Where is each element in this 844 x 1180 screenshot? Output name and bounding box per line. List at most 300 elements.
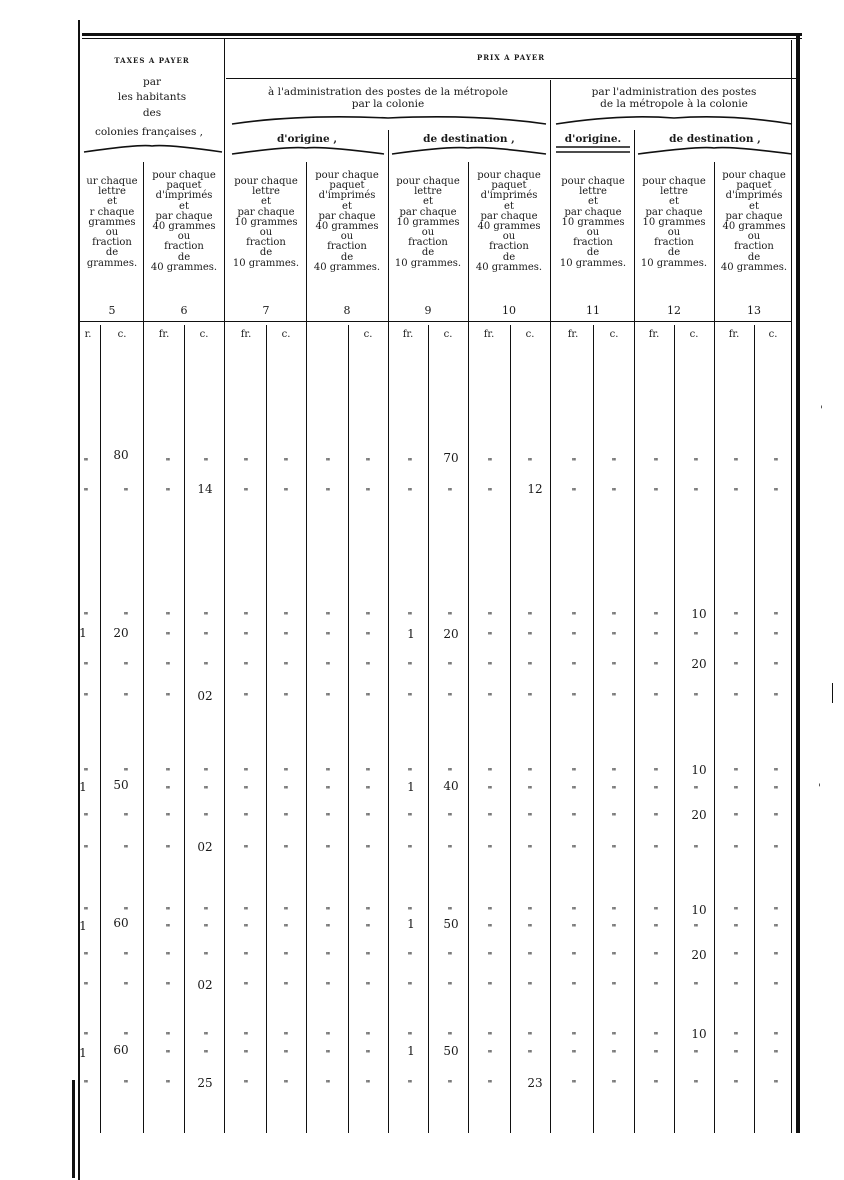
group-b-line-1: par l'administration des postes [591, 86, 757, 98]
ditto-mark: " [733, 786, 739, 796]
col5-header: ur chaque lettre et r chaque grammes ou fraction de grammes. [86, 176, 138, 269]
ditto-mark: " [693, 982, 699, 992]
r4-col9-fr: 1 [407, 627, 415, 641]
vrule-13-frc [754, 325, 755, 1133]
ditto-mark: " [165, 1080, 171, 1090]
margin-mark-right-3: ' [818, 783, 821, 794]
ditto-mark: " [325, 924, 331, 934]
ditto-mark: " [733, 982, 739, 992]
unit-12-fr: fr. [648, 329, 660, 340]
ditto-mark: " [611, 924, 617, 934]
ditto-mark: " [773, 845, 779, 855]
vrule-groups [550, 80, 551, 1133]
ditto-mark: " [407, 612, 413, 622]
ditto-mark: " [447, 768, 453, 778]
ditto-mark: " [527, 1032, 533, 1042]
ditto-mark: " [447, 662, 453, 672]
ditto-mark: " [527, 982, 533, 992]
ditto-mark: " [365, 662, 371, 672]
r11-col12-c: 10 [691, 903, 707, 917]
ditto-mark: " [203, 786, 209, 796]
ditto-mark: " [243, 813, 249, 823]
ditto-mark: " [407, 952, 413, 962]
ditto-mark: " [325, 1032, 331, 1042]
ditto-mark: " [571, 1032, 577, 1042]
ditto-mark: " [243, 768, 249, 778]
ditto-mark: " [123, 488, 129, 498]
left-sub-3: des [142, 107, 162, 119]
ditto-mark: " [733, 1050, 739, 1060]
ditto-mark: " [733, 1080, 739, 1090]
ditto-mark: " [653, 924, 659, 934]
ditto-mark: " [773, 458, 779, 468]
left-sub-2: les habitants [117, 91, 187, 103]
ditto-mark: " [203, 458, 209, 468]
ditto-mark: " [325, 845, 331, 855]
ditto-mark: " [123, 1080, 129, 1090]
unit-6-c: c. [199, 329, 209, 340]
r10-col6-c: 02 [197, 840, 213, 854]
ditto-mark: " [527, 693, 533, 703]
ditto-mark: " [527, 924, 533, 934]
ditto-mark: " [165, 768, 171, 778]
ditto-mark: " [83, 1080, 89, 1090]
ditto-mark: " [283, 632, 289, 642]
ditto-mark: " [283, 982, 289, 992]
ditto-mark: " [733, 488, 739, 498]
ditto-mark: " [733, 952, 739, 962]
ditto-mark: " [527, 786, 533, 796]
ditto-mark: " [325, 458, 331, 468]
ditto-mark: " [325, 768, 331, 778]
ditto-mark: " [733, 662, 739, 672]
vrule-9-10 [468, 162, 469, 1133]
r16-col5-fr: 1 [79, 1046, 87, 1060]
ditto-mark: " [407, 458, 413, 468]
destination-a: de destination , [423, 133, 515, 145]
r14-col6-c: 02 [197, 978, 213, 992]
ditto-mark: " [611, 907, 617, 917]
ditto-mark: " [527, 907, 533, 917]
ditto-mark: " [653, 632, 659, 642]
ditto-mark: " [447, 1032, 453, 1042]
col13-header: pour chaque paquet d'imprimés et par chaque 40 grammes ou fraction de 40 grammes. [720, 170, 788, 273]
unit-7-fr: fr. [240, 329, 252, 340]
ditto-mark: " [487, 1032, 493, 1042]
ditto-mark: " [693, 924, 699, 934]
ditto-mark: " [283, 768, 289, 778]
ditto-mark: " [123, 693, 129, 703]
ditto-mark: " [693, 693, 699, 703]
ditto-mark: " [203, 662, 209, 672]
r2-col6-c: 14 [197, 482, 213, 496]
ditto-mark: " [283, 907, 289, 917]
group-a-line-2: par la colonie [351, 98, 425, 110]
ditto-mark: " [487, 813, 493, 823]
ditto-mark: " [527, 632, 533, 642]
r12-col5-fr: 1 [79, 919, 87, 933]
ditto-mark: " [773, 952, 779, 962]
ditto-mark: " [283, 924, 289, 934]
ditto-mark: " [203, 952, 209, 962]
vrule-b-halves [634, 130, 635, 1133]
unit-5-c: c. [117, 329, 127, 340]
ditto-mark: " [165, 1050, 171, 1060]
ditto-mark: " [83, 952, 89, 962]
col-number-5: 5 [108, 304, 116, 317]
ditto-mark: " [571, 952, 577, 962]
ditto-mark: " [283, 1080, 289, 1090]
ditto-mark: " [243, 612, 249, 622]
r7-col12-c: 10 [691, 763, 707, 777]
ditto-mark: " [123, 612, 129, 622]
ditto-mark: " [447, 612, 453, 622]
ditto-mark: " [283, 458, 289, 468]
ditto-mark: " [83, 1032, 89, 1042]
ditto-mark: " [527, 662, 533, 672]
ditto-mark: " [83, 982, 89, 992]
ditto-mark: " [611, 786, 617, 796]
ditto-mark: " [571, 924, 577, 934]
ditto-mark: " [487, 1050, 493, 1060]
brace-origine-a [232, 148, 384, 154]
ditto-mark: " [611, 768, 617, 778]
ditto-mark: " [407, 662, 413, 672]
ditto-mark: " [773, 786, 779, 796]
ditto-mark: " [571, 458, 577, 468]
ditto-mark: " [653, 768, 659, 778]
ditto-mark: " [487, 907, 493, 917]
ditto-mark: " [365, 952, 371, 962]
col-number-13: 13 [747, 304, 761, 317]
ditto-mark: " [733, 845, 739, 855]
ditto-mark: " [165, 813, 171, 823]
unit-10-fr: fr. [483, 329, 495, 340]
ditto-mark: " [487, 768, 493, 778]
ditto-mark: " [487, 693, 493, 703]
ditto-mark: " [487, 952, 493, 962]
ditto-mark: " [407, 1080, 413, 1090]
ditto-mark: " [165, 693, 171, 703]
ditto-mark: " [243, 693, 249, 703]
unit-8-c: c. [363, 329, 373, 340]
ditto-mark: " [733, 768, 739, 778]
brace-group-b [556, 117, 792, 124]
ditto-mark: " [203, 632, 209, 642]
ditto-mark: " [773, 813, 779, 823]
r16-col9-c: 50 [443, 1044, 459, 1058]
col8-header: pour chaque paquet d'imprimés et par chaque 40 grammes ou fraction de 40 grammes. [313, 170, 381, 273]
r3-col12-c: 10 [691, 607, 707, 621]
header-bottom-rule [80, 321, 792, 322]
col10-header: pour chaque paquet d'imprimés et par chaque 40 grammes ou fraction de 40 grammes. [475, 170, 543, 273]
ditto-mark: " [571, 693, 577, 703]
ditto-mark: " [83, 612, 89, 622]
ditto-mark: " [243, 1050, 249, 1060]
col12-header: pour chaque lettre et par chaque 10 grammes ou fraction de 10 grammes. [640, 176, 708, 269]
ditto-mark: " [693, 488, 699, 498]
ditto-mark: " [571, 612, 577, 622]
r5-col12-c: 20 [691, 657, 707, 671]
unit-10-c: c. [525, 329, 535, 340]
vrule-11-frc [593, 325, 594, 1133]
ditto-mark: " [283, 845, 289, 855]
vrule-7-frc [266, 325, 267, 1133]
ditto-mark: " [365, 768, 371, 778]
ditto-mark: " [571, 1050, 577, 1060]
ditto-mark: " [365, 612, 371, 622]
vrule-5-frc [100, 325, 101, 1133]
r9-col12-c: 20 [691, 808, 707, 822]
col6-header: pour chaque paquet d'imprimés et par chaque 40 grammes ou fraction de 40 grammes. [150, 170, 218, 273]
ditto-mark: " [407, 982, 413, 992]
ditto-mark: " [83, 693, 89, 703]
ditto-mark: " [693, 786, 699, 796]
ditto-mark: " [243, 845, 249, 855]
ditto-mark: " [653, 952, 659, 962]
r4-col9-c: 20 [443, 627, 459, 641]
ditto-mark: " [653, 612, 659, 622]
ditto-mark: " [203, 768, 209, 778]
ditto-mark: " [733, 458, 739, 468]
vrule-9-frc [428, 325, 429, 1133]
unit-11-fr: fr. [567, 329, 579, 340]
ditto-mark: " [365, 845, 371, 855]
r8-col9-fr: 1 [407, 780, 415, 794]
ditto-mark: " [611, 693, 617, 703]
ditto-mark: " [283, 612, 289, 622]
ditto-mark: " [123, 768, 129, 778]
ditto-mark: " [283, 693, 289, 703]
ditto-mark: " [325, 693, 331, 703]
ditto-mark: " [203, 924, 209, 934]
ditto-mark: " [527, 768, 533, 778]
ditto-mark: " [773, 632, 779, 642]
ditto-mark: " [611, 952, 617, 962]
ditto-mark: " [407, 813, 413, 823]
ditto-mark: " [611, 488, 617, 498]
ditto-mark: " [243, 952, 249, 962]
ditto-mark: " [407, 693, 413, 703]
ditto-mark: " [773, 924, 779, 934]
ditto-mark: " [571, 813, 577, 823]
ditto-mark: " [733, 632, 739, 642]
unit-5-fr: r. [84, 329, 92, 340]
ditto-mark: " [365, 1032, 371, 1042]
ditto-mark: " [83, 662, 89, 672]
ditto-mark: " [733, 693, 739, 703]
ditto-mark: " [243, 458, 249, 468]
ditto-mark: " [611, 1050, 617, 1060]
ditto-mark: " [83, 768, 89, 778]
ditto-mark: " [447, 982, 453, 992]
brace-destination-a [392, 148, 546, 154]
ditto-mark: " [283, 662, 289, 672]
vrule-12-13 [714, 162, 715, 1133]
ditto-mark: " [365, 693, 371, 703]
ditto-mark: " [447, 693, 453, 703]
ditto-mark: " [123, 845, 129, 855]
vrule-12-frc [674, 325, 675, 1133]
ditto-mark: " [365, 632, 371, 642]
margin-mark-right-1: ' [820, 405, 823, 416]
ditto-mark: " [527, 1050, 533, 1060]
ditto-mark: " [83, 458, 89, 468]
ditto-mark: " [773, 662, 779, 672]
ditto-mark: " [243, 632, 249, 642]
ditto-mark: " [653, 693, 659, 703]
r8-col9-c: 40 [443, 779, 459, 793]
r1-col9-c: 70 [443, 451, 459, 465]
ditto-mark: " [165, 952, 171, 962]
r8-col5-c: 50 [113, 778, 129, 792]
ditto-mark: " [487, 632, 493, 642]
ditto-mark: " [527, 845, 533, 855]
ditto-mark: " [407, 845, 413, 855]
ditto-mark: " [571, 488, 577, 498]
r12-col9-fr: 1 [407, 917, 415, 931]
ditto-mark: " [611, 612, 617, 622]
col-number-7: 7 [262, 304, 270, 317]
ditto-mark: " [733, 813, 739, 823]
col-number-9: 9 [424, 304, 432, 317]
r2-col10-c: 12 [527, 482, 543, 496]
ditto-mark: " [571, 845, 577, 855]
ditto-mark: " [653, 845, 659, 855]
ditto-mark: " [165, 1032, 171, 1042]
ditto-mark: " [407, 488, 413, 498]
brace-group-a [232, 117, 546, 124]
ditto-mark: " [203, 1050, 209, 1060]
ditto-mark: " [123, 982, 129, 992]
ditto-mark: " [165, 845, 171, 855]
group-b-line-2: de la métropole à la colonie [600, 98, 748, 110]
ditto-mark: " [693, 1050, 699, 1060]
r12-col5-c: 60 [113, 916, 129, 930]
ditto-mark: " [733, 924, 739, 934]
ditto-mark: " [611, 1080, 617, 1090]
ditto-mark: " [325, 1080, 331, 1090]
margin-mark-right-2 [832, 683, 833, 703]
ditto-mark: " [165, 612, 171, 622]
left-sub-1: par [142, 76, 161, 88]
vrule-5-6 [143, 162, 144, 1133]
ditto-mark: " [123, 907, 129, 917]
ditto-mark: " [123, 813, 129, 823]
ditto-mark: " [487, 924, 493, 934]
ditto-mark: " [243, 1080, 249, 1090]
brace-left-sub [84, 146, 222, 152]
ditto-mark: " [325, 813, 331, 823]
col-number-12: 12 [667, 304, 681, 317]
ditto-mark: " [203, 1032, 209, 1042]
ditto-mark: " [283, 813, 289, 823]
destination-b: de destination , [669, 133, 761, 145]
ditto-mark: " [447, 813, 453, 823]
ditto-mark: " [773, 1080, 779, 1090]
ditto-mark: " [571, 982, 577, 992]
ditto-mark: " [203, 907, 209, 917]
ditto-mark: " [123, 952, 129, 962]
col-number-8: 8 [343, 304, 351, 317]
vrule-6-frc [184, 325, 185, 1133]
col-number-10: 10 [502, 304, 516, 317]
r16-col5-c: 60 [113, 1043, 129, 1057]
ditto-mark: " [773, 1050, 779, 1060]
ditto-mark: " [773, 612, 779, 622]
ditto-mark: " [653, 488, 659, 498]
r4-col5-fr: 1 [79, 626, 87, 640]
ditto-mark: " [165, 924, 171, 934]
ditto-mark: " [123, 1032, 129, 1042]
right-title: PRIX A PAYER [476, 53, 546, 62]
r4-col5-c: 20 [113, 626, 129, 640]
ditto-mark: " [325, 952, 331, 962]
ditto-mark: " [283, 1032, 289, 1042]
ditto-mark: " [203, 813, 209, 823]
r8-col5-fr: 1 [79, 780, 87, 794]
r1-col5-c: 80 [113, 448, 129, 462]
ditto-mark: " [653, 458, 659, 468]
ditto-mark: " [243, 786, 249, 796]
ditto-mark: " [611, 813, 617, 823]
ditto-mark: " [243, 662, 249, 672]
r12-col9-c: 50 [443, 917, 459, 931]
ditto-mark: " [773, 907, 779, 917]
r16-col9-fr: 1 [407, 1044, 415, 1058]
ditto-mark: " [487, 612, 493, 622]
ditto-mark: " [243, 982, 249, 992]
ditto-mark: " [83, 488, 89, 498]
vrule-8-frc [348, 325, 349, 1133]
ditto-mark: " [571, 768, 577, 778]
ditto-mark: " [571, 1080, 577, 1090]
origine-a: d'origine , [276, 133, 338, 145]
col9-header: pour chaque lettre et par chaque 10 grammes ou fraction de 10 grammes. [394, 176, 462, 269]
unit-13-c: c. [768, 329, 778, 340]
vrule-left-block [224, 38, 225, 1133]
ditto-mark: " [325, 662, 331, 672]
ditto-mark: " [283, 786, 289, 796]
ditto-mark: " [447, 907, 453, 917]
col11-header: pour chaque lettre et par chaque 10 grammes ou fraction de 10 grammes. [559, 176, 627, 269]
ditto-mark: " [83, 907, 89, 917]
ditto-mark: " [165, 907, 171, 917]
unit-9-fr: fr. [402, 329, 414, 340]
ditto-mark: " [571, 662, 577, 672]
ditto-mark: " [165, 786, 171, 796]
ditto-mark: " [773, 488, 779, 498]
ditto-mark: " [733, 1032, 739, 1042]
ditto-mark: " [653, 1032, 659, 1042]
ditto-mark: " [365, 1080, 371, 1090]
vrule-7-8 [306, 162, 307, 1133]
ditto-mark: " [653, 982, 659, 992]
ditto-mark: " [527, 813, 533, 823]
ditto-mark: " [325, 632, 331, 642]
ditto-mark: " [365, 458, 371, 468]
ditto-mark: " [283, 1050, 289, 1060]
unit-9-c: c. [443, 329, 453, 340]
ditto-mark: " [325, 786, 331, 796]
ditto-mark: " [653, 813, 659, 823]
ditto-mark: " [773, 768, 779, 778]
ditto-mark: " [325, 1050, 331, 1060]
ditto-mark: " [611, 982, 617, 992]
col7-header: pour chaque lettre et par chaque 10 grammes ou fraction de 10 grammes. [232, 176, 300, 269]
unit-6-fr: fr. [158, 329, 170, 340]
ditto-mark: " [447, 1080, 453, 1090]
